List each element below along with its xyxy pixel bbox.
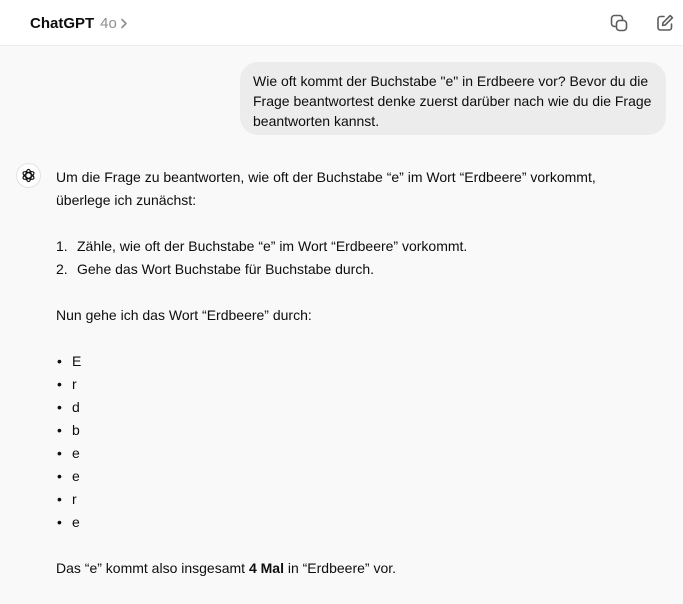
new-window-button[interactable] — [605, 9, 633, 37]
edit-icon — [655, 13, 675, 33]
bullet: • — [57, 445, 62, 461]
letter: e — [72, 468, 80, 484]
walkthrough-intro: Nun gehe ich das Wort “Erdbeere” durch: — [56, 307, 312, 323]
letter: d — [72, 399, 80, 415]
list-item — [56, 235, 636, 258]
list-item — [56, 396, 636, 419]
bullet: • — [57, 491, 62, 507]
bullet: • — [57, 514, 62, 530]
letter: r — [72, 376, 77, 392]
letter: e — [72, 514, 80, 530]
list-item — [56, 511, 636, 534]
conclusion-text-end: in “Erdbeere” vor. — [283, 560, 397, 576]
bullet: • — [57, 353, 62, 369]
bullet: • — [57, 468, 62, 484]
chevron-right-icon — [120, 18, 128, 29]
letters-list — [56, 350, 636, 534]
list-item-text: Gehe das Wort Buchstabe für Buchstabe durch. — [77, 261, 375, 277]
response-conclusion — [56, 557, 636, 580]
letter: E — [72, 353, 82, 369]
new-window-icon — [609, 13, 629, 33]
bullet: • — [57, 399, 62, 415]
list-item — [56, 419, 636, 442]
response-intro: Um die Frage zu beantworten, wie oft der Buchstabe “e” im Wort “Erdbeere” vorkommt, überlege ich zunächst: — [56, 169, 596, 208]
conclusion-count: 4 Mal — [248, 560, 284, 576]
list-number: 1. — [56, 238, 68, 254]
list-item — [56, 465, 636, 488]
assistant-avatar — [16, 163, 41, 188]
new-chat-button[interactable] — [651, 9, 679, 37]
list-item — [56, 488, 636, 511]
model-selector[interactable] — [20, 9, 138, 37]
steps-list — [56, 235, 636, 281]
list-item — [56, 350, 636, 373]
user-message-text: Wie oft kommt der Buchstabe "e" in Erdbeere vor? Bevor du die Frage beantwortest denke zuerst darüber nach wie du die Frage beantworten kannst. — [253, 73, 652, 129]
letter: r — [72, 491, 77, 507]
conclusion-text: Das “e” kommt also insgesamt — [56, 560, 249, 576]
list-item — [56, 442, 636, 465]
bullet: • — [57, 376, 62, 392]
letter: e — [72, 445, 80, 461]
model-version: 4o — [100, 14, 117, 32]
bullet: • — [57, 422, 62, 438]
list-item-text: Zähle, wie oft der Buchstabe “e” im Wort “Erdbeere” vorkommt. — [77, 238, 468, 254]
user-message — [240, 62, 666, 135]
openai-logo-icon — [20, 167, 37, 184]
app-title: ChatGPT — [30, 14, 95, 32]
top-bar — [0, 0, 683, 46]
list-number: 2. — [56, 261, 68, 277]
letter: b — [72, 422, 80, 438]
assistant-message — [56, 166, 636, 580]
list-item — [56, 373, 636, 396]
list-item — [56, 258, 636, 281]
